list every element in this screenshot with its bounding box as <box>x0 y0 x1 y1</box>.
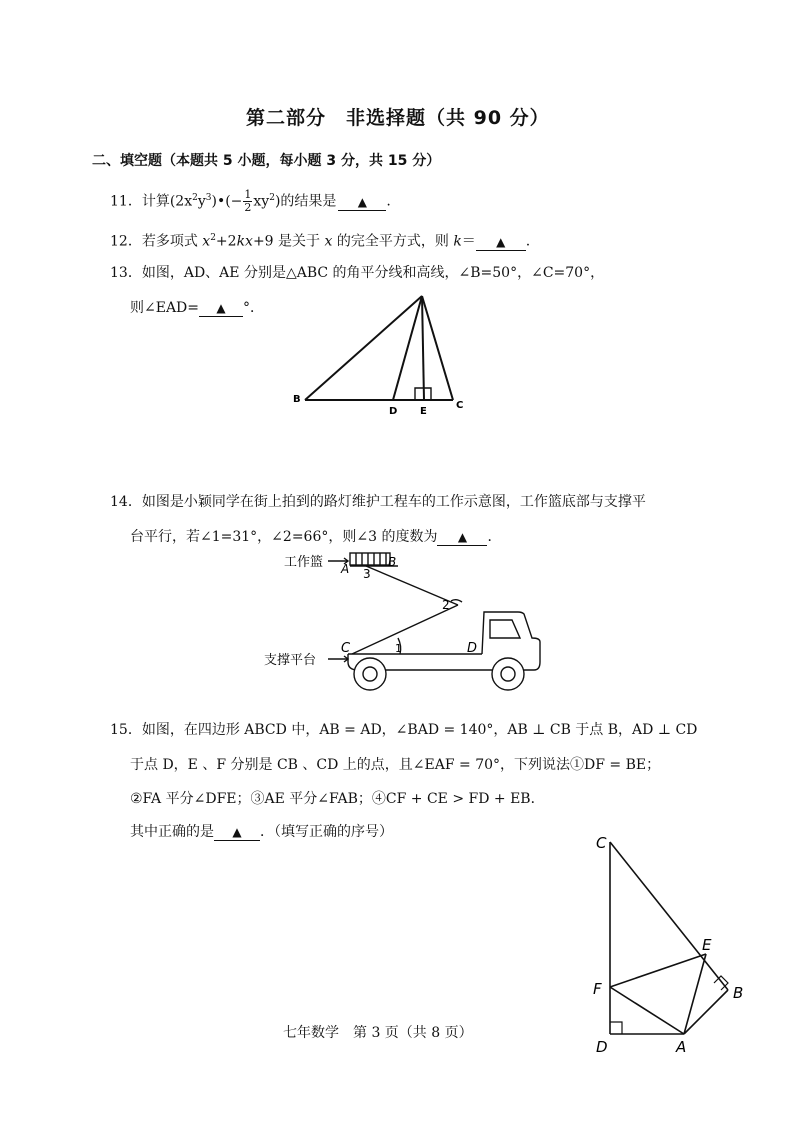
label-e: E <box>702 936 712 954</box>
q15-text-2: 于点 D，E 、F 分别是 CB 、CD 上的点，且∠EAF = 70°，下列说法①DF = BE； <box>130 757 661 773</box>
label-b: B <box>293 394 301 405</box>
question-12: 12．若多项式 $x^2+2kx+9$ 是关于 x 的完全平方式，则 k＝ ▲ . <box>110 233 531 250</box>
q12-var-k: k <box>453 233 462 250</box>
page-title: 第二部分 非选择题（共 90 分） <box>246 107 550 129</box>
triangle-icon: ▲ <box>216 301 226 315</box>
front-wheel <box>492 658 524 690</box>
triangle-icon: ▲ <box>457 530 468 544</box>
q11-text-mid1: y <box>197 193 206 210</box>
question-15-line-4 <box>130 822 393 842</box>
segment-fa <box>610 987 684 1034</box>
question-number: 14． <box>110 494 142 510</box>
q12-text-pre: 若多项式 <box>141 233 203 250</box>
q13-text-post: °． <box>243 300 265 316</box>
q11-sup1: 2 <box>192 193 198 203</box>
label-d: D <box>596 1038 608 1056</box>
question-15-line-2 <box>130 755 660 775</box>
answer-blank[interactable] <box>476 234 526 251</box>
question-15-line-3 <box>130 789 545 809</box>
lower-arm <box>352 605 458 654</box>
question-number: 11． <box>110 193 142 210</box>
answer-blank[interactable] <box>199 300 243 317</box>
q11-sup2: 3 <box>205 193 212 203</box>
label-e: E <box>420 406 427 417</box>
q14-text-post: ． <box>487 529 502 545</box>
q14-text: 如图是小颖同学在街上拍到的路灯维护工程车的工作示意图，工作篮底部与支撑平 <box>141 494 646 510</box>
label-c: C <box>596 834 607 852</box>
q12-var-kx: kx <box>236 233 253 250</box>
label-c: C <box>341 641 351 656</box>
q12-var-x2: x <box>324 233 333 250</box>
bisector-ad <box>393 296 422 400</box>
q11-text-pre: 计算(2x <box>141 193 193 210</box>
triangle-figure <box>285 288 475 418</box>
q12-text-mid3: 的完全平方式，则 <box>332 233 454 250</box>
right-angle-d <box>610 1022 622 1034</box>
label-a: A <box>676 1038 687 1056</box>
q13-text-pre: 则∠EAD= <box>130 300 200 316</box>
truck-window <box>490 620 520 638</box>
q14-text-pre: 台平行，若∠1=31°，∠2=66°，则∠3 的度数为 <box>130 529 438 545</box>
section-heading: 二、填空题（本题共 5 小题，每小题 3 分，共 15 分） <box>92 153 441 169</box>
label-basket: 工作篮 <box>284 555 324 570</box>
label-angle-1: 1 <box>395 642 402 655</box>
question-13-line-2 <box>130 298 264 318</box>
label-a: A <box>341 562 350 576</box>
angle-2-arc <box>451 600 462 602</box>
label-b: B <box>388 555 397 569</box>
question-13-line-1 <box>110 263 604 283</box>
q12-sup: 2 <box>210 233 216 243</box>
question-14-line-1 <box>110 492 646 512</box>
question-number: 15． <box>110 722 142 738</box>
q12-text-mid: +2 <box>215 233 237 250</box>
q15-text-1: 如图，在四边形 ABCD 中，AB = AD，∠BAD = 140°，AB ⊥ CB 于点 B，AD ⊥ CD <box>141 722 698 738</box>
rear-wheel <box>354 658 386 690</box>
page-footer: 七年数学 第 3 页（共 8 页） <box>283 1025 473 1041</box>
q11-text-mid2: )•(− <box>211 193 243 210</box>
question-15-line-1 <box>110 720 697 740</box>
quadrilateral-figure <box>586 826 764 1060</box>
answer-blank[interactable] <box>437 529 487 546</box>
q15-text-post: ．（填写正确的序号） <box>260 824 393 840</box>
label-angle-3: 3 <box>363 567 371 581</box>
altitude-ae <box>422 296 424 400</box>
answer-blank[interactable] <box>214 824 260 841</box>
truck-figure <box>262 548 552 694</box>
q15-text-3: ②FA 平分∠DFE；③AE 平分∠FAB；④CF + CE > FD + EB． <box>130 791 545 807</box>
q11-text-post: )的结果是 <box>274 193 337 210</box>
question-11: 11．计算$(2x^2y^3)•(-$ $\frac{1}{2}$ $xy^2$)的结果是 ▲ . <box>110 188 391 215</box>
label-f: F <box>593 980 602 998</box>
q12-var-x: x <box>202 233 211 250</box>
triangle-icon: ▲ <box>232 825 242 839</box>
label-d: D <box>467 641 478 656</box>
fraction-numerator: 1 <box>244 188 252 202</box>
side-cb <box>610 842 728 990</box>
label-angle-2: 2 <box>442 598 450 612</box>
triangle-icon: ▲ <box>496 234 506 249</box>
answer-blank[interactable] <box>338 194 386 211</box>
q13-text: 如图，AD、AE 分别是△ABC 的角平分线和高线，∠B=50°，∠C=70°， <box>141 265 605 281</box>
label-b: B <box>733 984 744 1002</box>
q11-text-mid3: xy <box>253 193 270 210</box>
side-ab <box>305 296 422 400</box>
q12-text-post: ＝ <box>461 233 476 250</box>
q12-text-mid2: +9 是关于 <box>252 233 325 250</box>
label-d: D <box>389 406 398 417</box>
label-c: C <box>456 400 464 411</box>
question-number: 13． <box>110 265 142 281</box>
q15-text-pre: 其中正确的是 <box>130 824 214 840</box>
triangle-icon: ▲ <box>357 194 368 209</box>
q11-sup3: 2 <box>269 193 275 203</box>
q11-fraction <box>243 189 252 214</box>
side-ac <box>422 296 453 400</box>
segment-fe <box>610 954 706 987</box>
question-number: 12． <box>110 233 142 250</box>
question-14-line-2 <box>130 527 501 547</box>
fraction-denominator: 2 <box>244 201 252 215</box>
label-platform: 支撑平台 <box>264 653 317 668</box>
